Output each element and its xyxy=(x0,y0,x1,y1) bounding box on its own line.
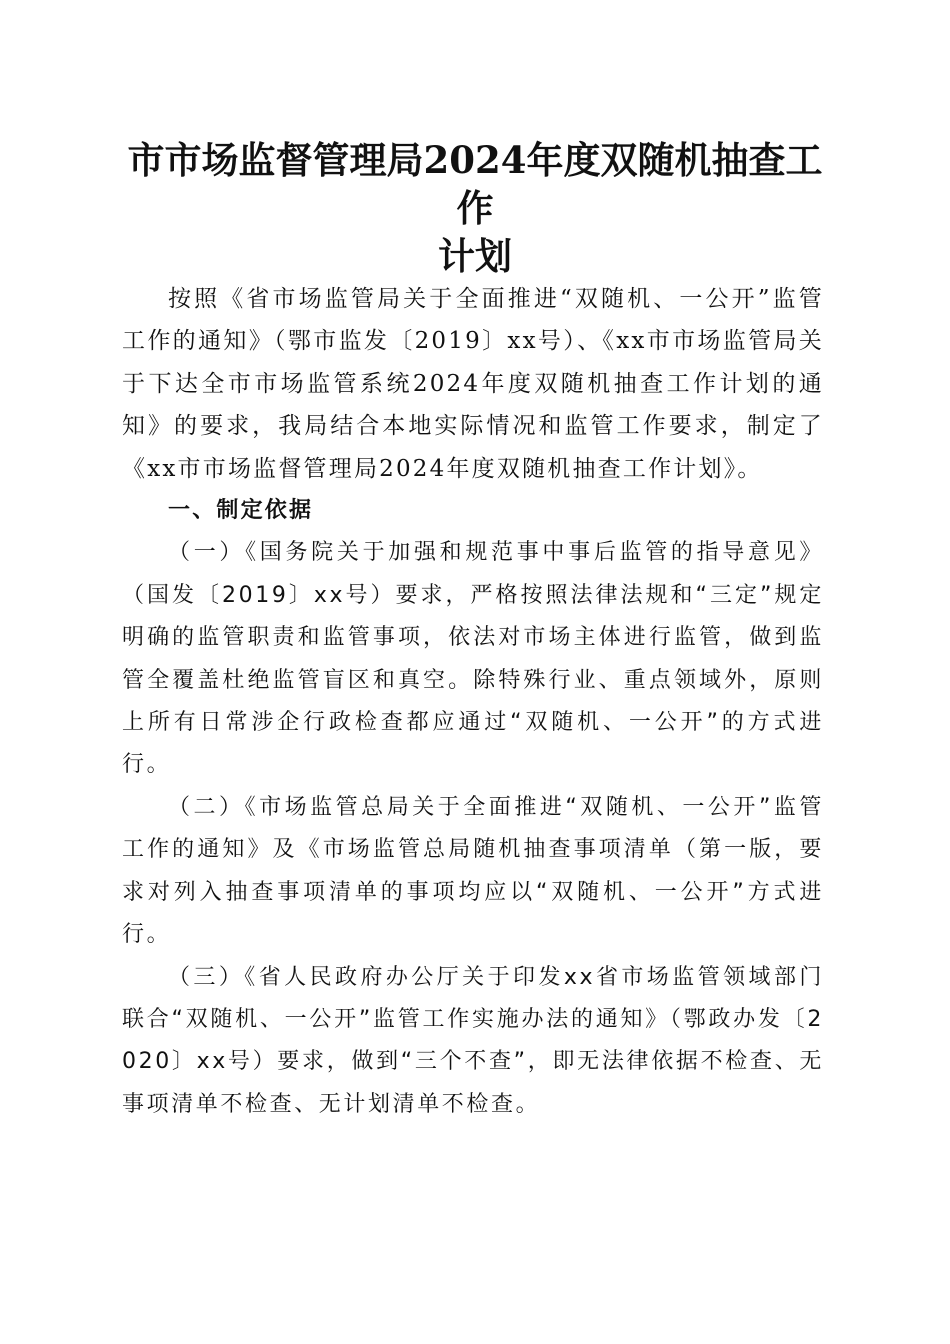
basis-item-1: （一）《国务院关于加强和规范事中事后监管的指导意见》（国发〔2019〕xx号）要求，严格按照法律法规和“三定”规定明确的监管职责和监管事项，依法对市场主体进行监管，做到监管全覆盖杜绝监管盲区和真空。除特殊行业、重点领域外，原则上所有日常涉企行政检查都应通过“双随机、一公开”的方式进行。 xyxy=(122,540,824,778)
title-line-2: 计划 xyxy=(438,234,512,278)
basis-item-2: （二）《市场监管总局关于全面推进“双随机、一公开”监管工作的通知》及《市场监管总局随机抽查事项清单（第一版，要求对列入抽查事项清单的事项均应以“双随机、一公开”方式进行。 xyxy=(122,794,824,948)
document-body xyxy=(122,278,824,1126)
section-heading-basis: 一、制定依据 xyxy=(168,498,314,524)
intro-paragraph: 按照《省市场监管局关于全面推进“双随机、一公开”监管工作的通知》（鄂市监发〔2019〕xx号）、《xx市市场监管局关于下达全市市场监管系统2024年度双随机抽查工作计划的通知》的要求，我局结合本地实际情况和监管工作要求，制定了《xx市市场监督管理局2024年度双随机抽查工作计划》。 xyxy=(122,286,824,482)
document-title xyxy=(110,136,840,280)
basis-item-3: （三）《省人民政府办公厅关于印发xx省市场监管领域部门联合“双随机、一公开”监管工作实施办法的通知》（鄂政办发〔2020〕xx号）要求，做到“三个不查”，即无法律依据不检查、无事项清单不检查、无计划清单不检查。 xyxy=(122,964,824,1117)
title-line-1: 市市场监督管理局2024年度双随机抽查工作 xyxy=(127,138,823,230)
